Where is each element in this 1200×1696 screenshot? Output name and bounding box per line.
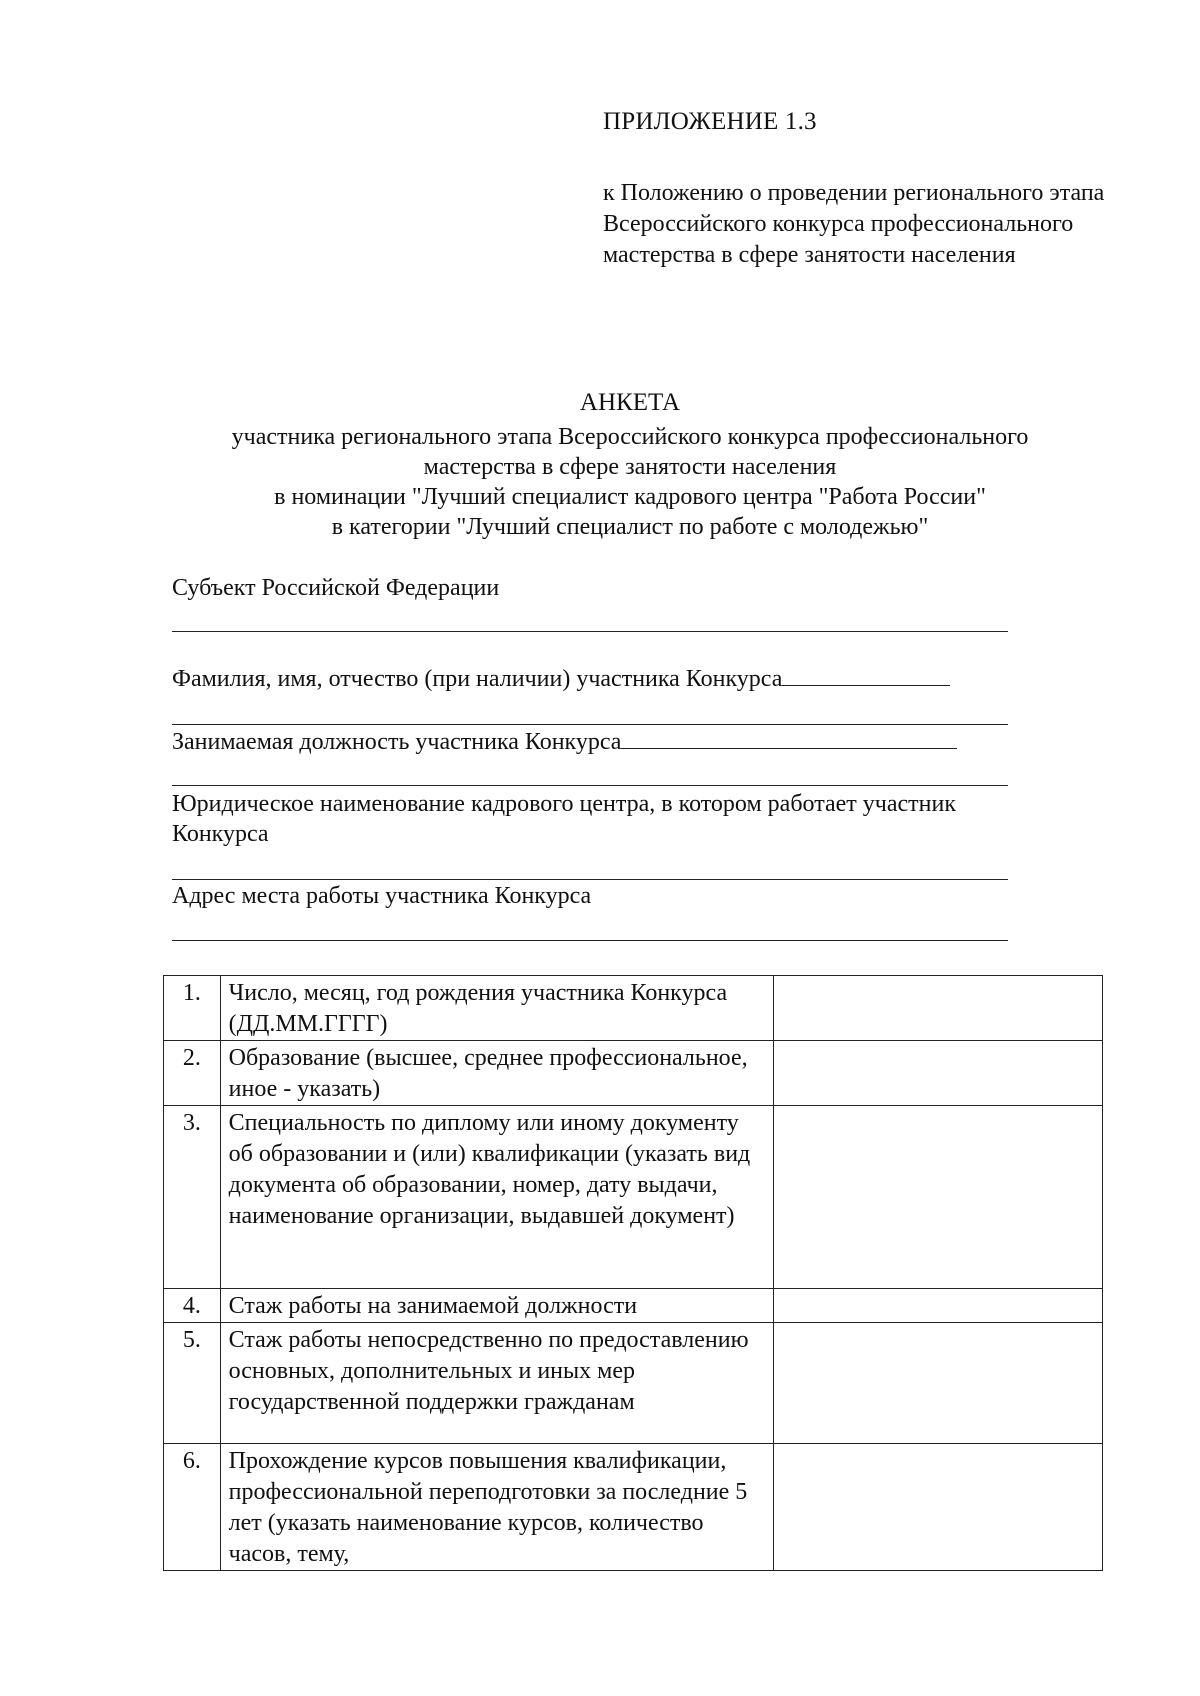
form-subheading (130, 422, 1130, 542)
address-label: Адрес места работы участника Конкурса (172, 883, 592, 909)
table-row (164, 1041, 1103, 1106)
row-number: 4. (164, 1289, 221, 1323)
answer-cell[interactable] (773, 1444, 1102, 1571)
region-label: Субъект Российской Федерации (172, 575, 500, 601)
form-heading: АНКЕТА (579, 389, 681, 416)
full-name-field (172, 664, 950, 694)
row-question (220, 1106, 773, 1289)
answer-cell[interactable] (773, 976, 1102, 1041)
row-number: 1. (164, 976, 221, 1041)
region-input-line[interactable] (172, 631, 1008, 632)
employer-label: Юридическое наименование кадрового центра, в котором работает участник Конкурса (172, 791, 956, 847)
table-row (164, 1323, 1103, 1444)
position-input-line-2[interactable] (172, 785, 1008, 786)
row-question (220, 1444, 773, 1571)
subheading-line: в номинации "Лучший специалист кадрового центра "Работа России" (274, 484, 986, 510)
subheading-line: участника регионального этапа Всероссийского конкурса профессионального (231, 424, 1029, 450)
table-row (164, 976, 1103, 1041)
full-name-label: Фамилия, имя, отчество (при наличии) участника Конкурса (172, 666, 783, 692)
position-input-line[interactable] (621, 730, 957, 749)
answer-cell[interactable] (773, 1106, 1102, 1289)
questionnaire-table (163, 975, 1103, 1571)
answer-cell[interactable] (773, 1041, 1102, 1106)
row-number: 5. (164, 1323, 221, 1444)
appendix-title: ПРИЛОЖЕНИЕ 1.3 (603, 108, 817, 135)
appendix-reference: к Положению о проведении регионального этапа Всероссийского конкурса профессионального мастерства в сфере занятости населения (603, 180, 1105, 268)
table-row (164, 1444, 1103, 1571)
full-name-input-line-2[interactable] (172, 724, 1008, 725)
subheading-line: в категории "Лучший специалист по работе с молодежью" (331, 514, 929, 540)
question-text: Образование (высшее, среднее профессиональное, иное - указать) (228, 1045, 748, 1102)
subheading-line: мастерства в сфере занятости населения (423, 454, 837, 480)
row-number: 3. (164, 1106, 221, 1289)
table-row (164, 1289, 1103, 1323)
position-label: Занимаемая должность участника Конкурса (172, 729, 622, 755)
question-text: Число, месяц, год рождения участника Конкурса (ДД.ММ.ГГГГ) (228, 980, 728, 1037)
row-question (220, 976, 773, 1041)
answer-cell[interactable] (773, 1323, 1102, 1444)
question-text: Специальность по диплому или иному документу об образовании и (или) квалификации (указать вид документа об образовании, номер, дату выдачи, наименование организации, выдавшей документ) (228, 1110, 751, 1229)
row-question (220, 1323, 773, 1444)
row-question (220, 1041, 773, 1106)
full-name-input-line[interactable] (782, 667, 950, 686)
row-number: 6. (164, 1444, 221, 1571)
question-text: Стаж работы непосредственно по предоставлению основных, дополнительных и иных мер государственной поддержки гражданам (228, 1327, 749, 1415)
employer-input-line[interactable] (172, 879, 1008, 880)
position-field (172, 727, 957, 757)
address-input-line[interactable] (172, 940, 1008, 941)
question-text: Прохождение курсов повышения квалификации, профессиональной переподготовки за последние 5 лет (указать наименование курсов, количество часов, тему, (228, 1448, 748, 1567)
row-question (220, 1289, 773, 1323)
answer-cell[interactable] (773, 1289, 1102, 1323)
row-number: 2. (164, 1041, 221, 1106)
question-text: Стаж работы на занимаемой должности (228, 1293, 638, 1319)
table-row (164, 1106, 1103, 1289)
